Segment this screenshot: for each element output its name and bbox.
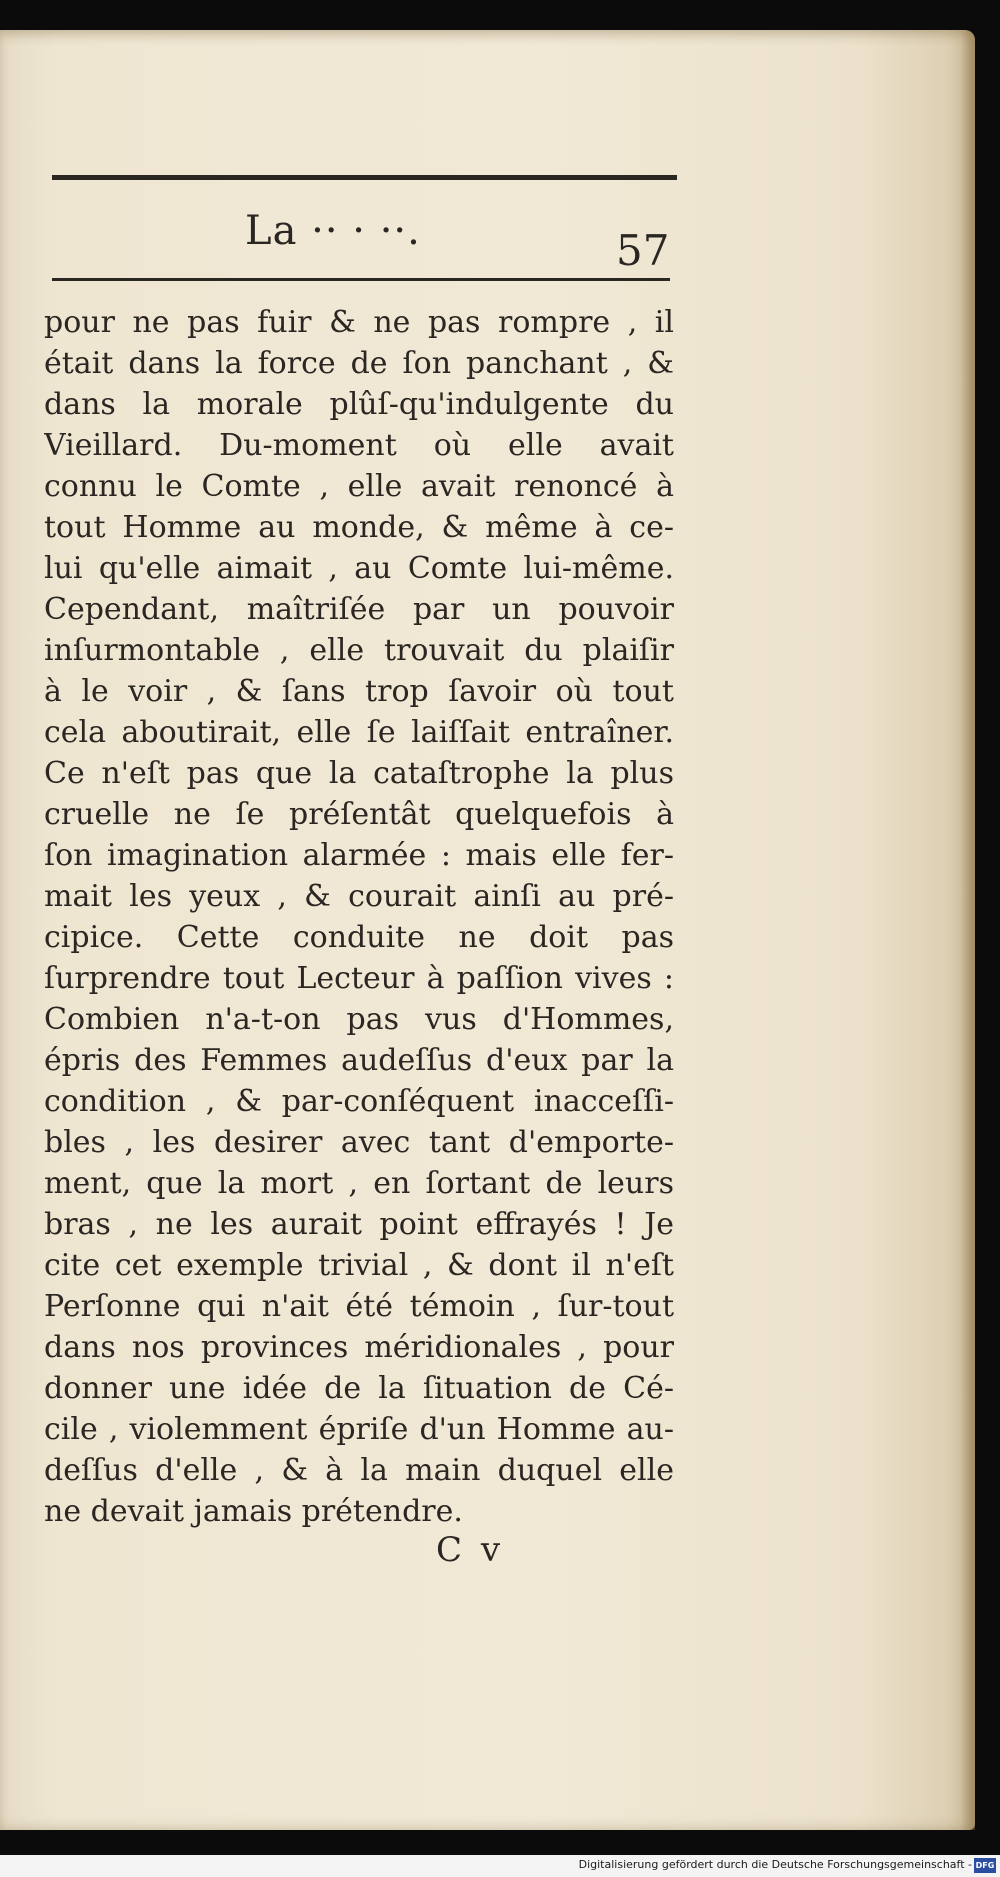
digitization-footer [0, 1855, 1000, 1877]
text-line: Cependant, maîtriſée par un pouvoir [44, 592, 674, 627]
text-line: donner une idée de la ſituation de Cé- [44, 1371, 674, 1406]
dfg-logo-icon: DFG [974, 1858, 996, 1873]
text-line: lui qu'elle aimait , au Comte lui-même. [44, 551, 674, 586]
text-line: cela aboutirait, elle ſe laiſſait entraîner. [44, 715, 674, 750]
text-line: cite cet exemple trivial , & dont il n'eſt [44, 1248, 674, 1283]
text-line: cruelle ne ſe préſentât quelquefois à [44, 797, 674, 832]
text-line: condition , & par-conſéquent inacceſſi- [44, 1084, 674, 1119]
text-line: bles , les desirer avec tant d'emporte- [44, 1125, 674, 1160]
header-rule-top [52, 175, 677, 180]
text-line: ne devait jamais prétendre. [44, 1494, 463, 1529]
text-line: ment, que la mort , en ſortant de leurs [44, 1166, 674, 1201]
text-line: épris des Femmes audeſſus d'eux par la [44, 1043, 674, 1078]
text-line: deſſus d'elle , & à la main duquel elle [44, 1453, 674, 1488]
book-page [0, 30, 975, 1830]
page-number: 57 [616, 226, 670, 275]
text-line: mait les yeux , & courait ainſi au pré- [44, 879, 674, 914]
text-line: ſon imagination alarmée : mais elle fer- [44, 838, 674, 873]
header-rule-bottom [52, 278, 670, 281]
text-line: Combien n'a-t-on pas vus d'Hommes, [44, 1002, 674, 1037]
text-line: cile , violemment épriſe d'un Homme au- [44, 1412, 674, 1447]
text-line: dans nos provinces méridionales , pour [44, 1330, 674, 1365]
body-text [44, 302, 674, 1532]
text-line: Vieillard. Du-moment où elle avait [44, 428, 674, 463]
page-edge-shadow [961, 30, 975, 1830]
footer-credit: Digitalisierung gefördert durch die Deutsche Forschungsgemeinschaft - [578, 1858, 972, 1871]
signature-mark: C v [436, 1530, 505, 1570]
text-line: à le voir , & ſans trop ſavoir où tout [44, 674, 674, 709]
text-line: cipice. Cette conduite ne doit pas [44, 920, 674, 955]
text-line: pour ne pas fuir & ne pas rompre , il [44, 305, 674, 340]
text-line: tout Homme au monde, & même à ce- [44, 510, 674, 545]
running-head: La ·· · ··. [245, 208, 421, 254]
text-line: bras , ne les aurait point effrayés ! Je [44, 1207, 674, 1242]
text-line: inſurmontable , elle trouvait du plaiſir [44, 633, 674, 668]
text-line: était dans la force de ſon panchant , & [44, 346, 674, 381]
text-line: connu le Comte , elle avait renoncé à [44, 469, 674, 504]
text-line: ſurprendre tout Lecteur à paſſion vives : [44, 961, 674, 996]
text-line: Ce n'eſt pas que la cataſtrophe la plus [44, 756, 674, 791]
text-line: dans la morale plûſ-qu'indulgente du [44, 387, 674, 422]
text-line: Perſonne qui n'ait été témoin , ſur-tout [44, 1289, 674, 1324]
